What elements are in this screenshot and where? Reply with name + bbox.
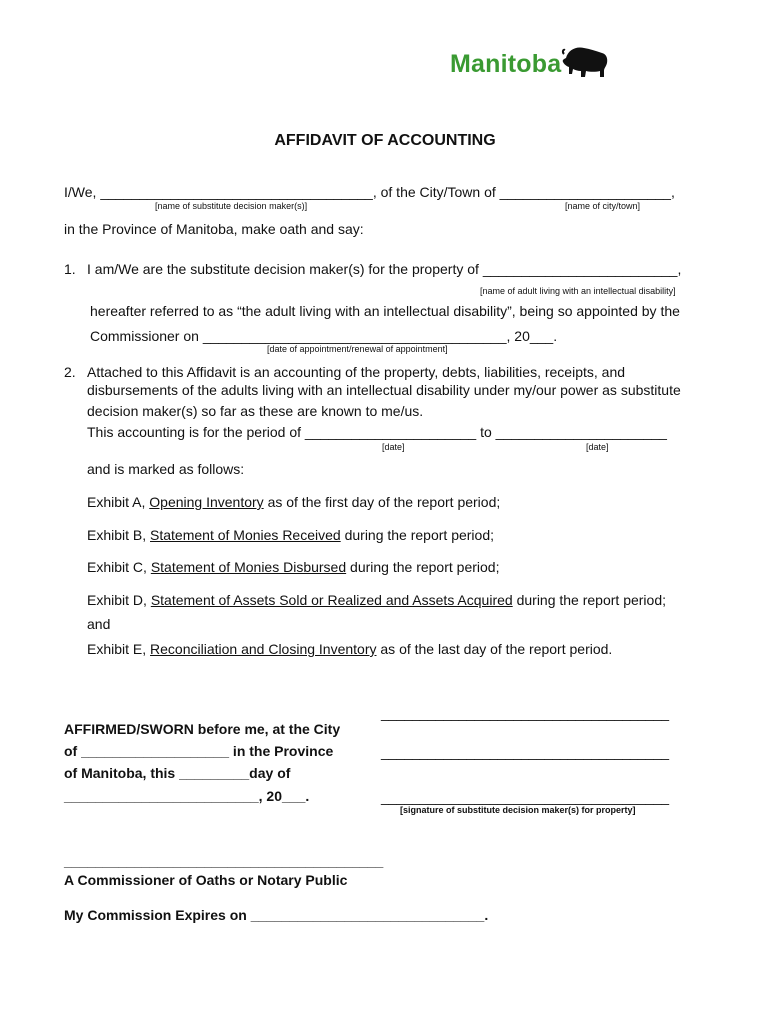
adult-name-blank[interactable]: _________________________ bbox=[482, 261, 678, 277]
adult-name-hint: [name of adult living with an intellectual disability] bbox=[480, 286, 676, 296]
affirm-line2[interactable]: of ___________________ in the Province bbox=[64, 743, 334, 759]
item1-line3 bbox=[90, 328, 557, 344]
exhibit-rest: during the report period; bbox=[344, 527, 495, 543]
affirm-line1: AFFIRMED/SWORN before me, at the City bbox=[64, 721, 341, 737]
exhibit-title: Statement of Assets Sold or Realized and Assets Acquired bbox=[150, 592, 513, 608]
appointment-date-hint: [date of appointment/renewal of appointment] bbox=[267, 344, 448, 354]
exhibit-label: Exhibit B, bbox=[87, 527, 147, 543]
affirm-line3[interactable]: of Manitoba, this _________day of bbox=[64, 765, 291, 781]
province-line: in the Province of Manitoba, make oath and say: bbox=[64, 221, 364, 237]
item1-number: 1. bbox=[64, 261, 76, 277]
item2-number: 2. bbox=[64, 364, 76, 380]
exhibit-d bbox=[87, 592, 666, 608]
manitoba-logo bbox=[450, 44, 615, 82]
item1-text: I am/We are the substitute decision maker(s) for the property of bbox=[87, 261, 479, 277]
exhibit-title: Reconciliation and Closing Inventory bbox=[150, 641, 377, 657]
iwe-line bbox=[64, 184, 675, 200]
commission-expires-line bbox=[64, 907, 488, 923]
iwe-middle: , of the City/Town of bbox=[372, 184, 496, 200]
marked-as-follows: and is marked as follows: bbox=[87, 461, 245, 477]
item2-line2: disbursements of the adults living with an intellectual disability under my/our power as substitute bbox=[87, 382, 681, 398]
start-date-hint: [date] bbox=[382, 442, 405, 452]
item1-year-suffix: , 20___. bbox=[506, 328, 558, 344]
iwe-end: , bbox=[670, 184, 675, 200]
exhibit-rest: during the report period; bbox=[516, 592, 667, 608]
commission-expires-label: My Commission Expires on bbox=[64, 907, 247, 923]
appointment-date-blank[interactable]: _______________________________________ bbox=[202, 328, 507, 344]
name-blank[interactable]: ___________________________________ bbox=[100, 184, 373, 200]
signature-line-1[interactable]: _____________________________________ bbox=[381, 705, 670, 721]
exhibit-label: Exhibit D, bbox=[87, 592, 147, 608]
affirm-line4[interactable]: _________________________, 20___. bbox=[64, 788, 310, 804]
and-word: and bbox=[87, 616, 111, 632]
item2-line3: decision maker(s) so far as these are known to me/us. bbox=[87, 403, 424, 419]
exhibit-title: Statement of Monies Received bbox=[150, 527, 341, 543]
name-hint: [name of substitute decision maker(s)] bbox=[155, 201, 308, 211]
item1-line1 bbox=[87, 261, 681, 277]
city-blank[interactable]: ______________________ bbox=[499, 184, 671, 200]
iwe-prefix: I/We, bbox=[64, 184, 97, 200]
period-label: This accounting is for the period of bbox=[87, 424, 302, 440]
item2-line4 bbox=[87, 424, 667, 440]
item2-line1: Attached to this Affidavit is an accounting of the property, debts, liabilities, receipts, and bbox=[87, 364, 626, 380]
end-date-hint: [date] bbox=[586, 442, 609, 452]
period-end-blank[interactable]: ______________________ bbox=[495, 424, 667, 440]
exhibit-title: Statement of Monies Disbursed bbox=[150, 559, 347, 575]
item1-end: , bbox=[677, 261, 682, 277]
signature-line-3[interactable]: _____________________________________ bbox=[381, 789, 670, 805]
exhibit-c bbox=[87, 559, 499, 575]
city-hint: [name of city/town] bbox=[565, 201, 641, 211]
signature-line-2[interactable]: _____________________________________ bbox=[381, 744, 670, 760]
exhibit-rest: during the report period; bbox=[350, 559, 500, 575]
commissioner-signature-line[interactable]: _________________________________________ bbox=[64, 853, 384, 869]
exhibit-label: Exhibit A, bbox=[87, 494, 146, 510]
signature-label: [signature of substitute decision maker(s) for property] bbox=[400, 805, 636, 815]
exhibit-e bbox=[87, 641, 612, 657]
commission-expires-end: . bbox=[484, 907, 489, 923]
logo-wordmark: Manitoba bbox=[450, 50, 562, 78]
period-to-word: to bbox=[480, 424, 492, 440]
exhibit-rest: as of the first day of the report period; bbox=[267, 494, 501, 510]
exhibit-a bbox=[87, 494, 500, 510]
commissioner-on-label: Commissioner on bbox=[90, 328, 199, 344]
bison-icon bbox=[560, 44, 610, 80]
item1-line2: hereafter referred to as “the adult living with an intellectual disability”, being so appointed by the bbox=[90, 303, 680, 319]
exhibit-label: Exhibit E, bbox=[87, 641, 147, 657]
period-start-blank[interactable]: ______________________ bbox=[304, 424, 477, 440]
exhibit-title: Opening Inventory bbox=[149, 494, 264, 510]
exhibit-label: Exhibit C, bbox=[87, 559, 147, 575]
exhibit-b bbox=[87, 527, 494, 543]
commission-expires-blank[interactable]: ______________________________ bbox=[250, 907, 485, 923]
commissioner-label: A Commissioner of Oaths or Notary Public bbox=[64, 872, 348, 888]
page-title: AFFIDAVIT OF ACCOUNTING bbox=[274, 132, 496, 149]
exhibit-rest: as of the last day of the report period. bbox=[380, 641, 613, 657]
